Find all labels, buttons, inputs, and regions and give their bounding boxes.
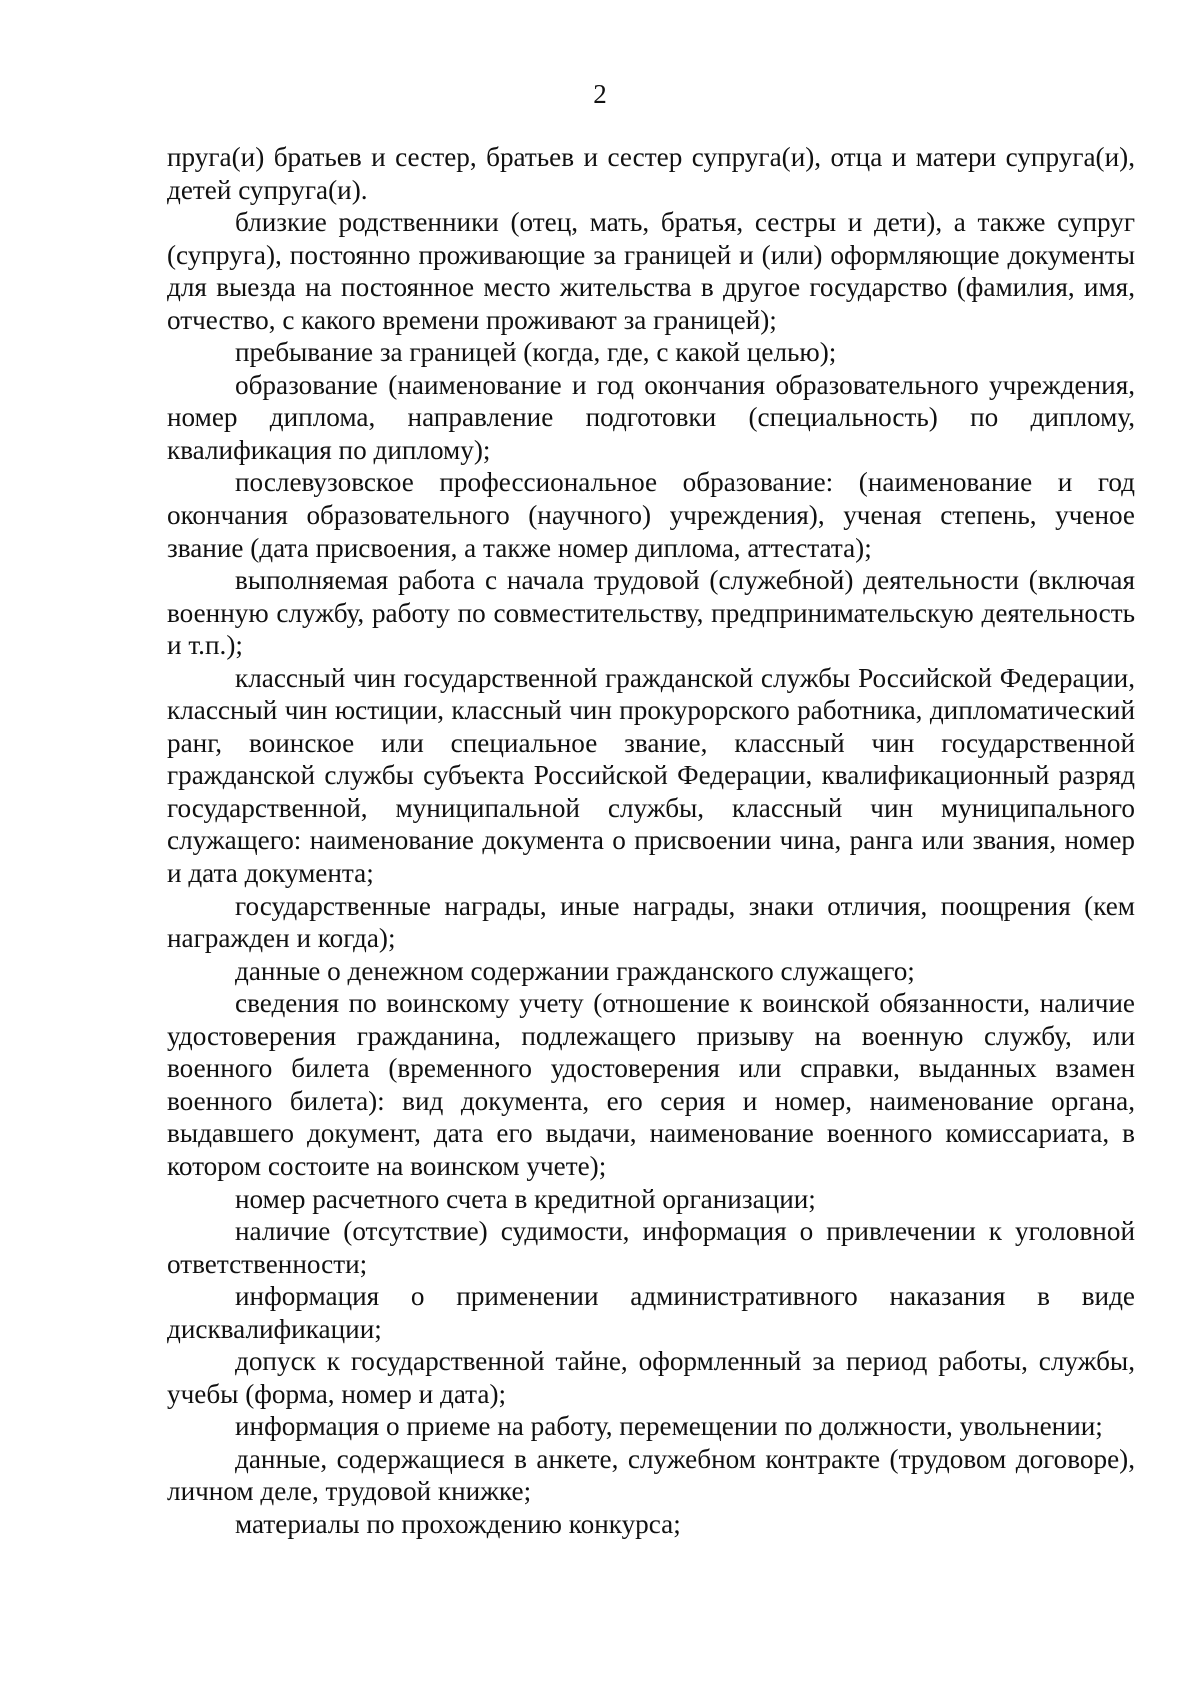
- paragraph-class-rank: классный чин государственной гражданской службы Российской Федерации, классный чин юстиции, классный чин прокурорского работника, дипломатический ранг, воинское или специальное звание, классный чин государственной гражданской службы субъекта Российской Федерации, квалификационный разряд государственной, муниципальной службы, классный чин муниципального служащего: наименование документа о присвоении чина, ранга или звания, номер и дата документа;: [167, 662, 1135, 889]
- paragraph-employment-info: информация о приеме на работу, перемещении по должности, увольнении;: [235, 1411, 1103, 1442]
- paragraph-relatives-continued: пруга(и) братьев и сестер, братьев и сестер супруга(и), отца и матери супруга(и), детей супруга(и).: [167, 142, 1135, 205]
- paragraph-personnel-data: данные, содержащиеся в анкете, служебном контракте (трудовом договоре), личном деле, трудовой книжке;: [167, 1443, 1135, 1507]
- paragraph-work-history: выполняемая работа с начала трудовой (служебной) деятельности (включая военную службу, работу по совместительству, предпринимательскую деятельность и т.п.);: [167, 565, 1135, 661]
- paragraph-competition-materials: материалы по прохождению конкурса;: [235, 1508, 681, 1539]
- document-body: [167, 141, 1135, 1541]
- paragraph-criminal-record: наличие (отсутствие) судимости, информация о привлечении к уголовной ответственности;: [167, 1216, 1135, 1279]
- paragraph-military-registration: сведения по воинскому учету (отношение к воинской обязанности, наличие удостоверения гражданина, подлежащего призыву на военную службу, или военного билета (временного удостоверения или справки, выданных взамен военного билета): вид документа, его серия и номер, наименование органа, выдавшего документ, дата его выдачи, наименование военного комиссариата, в котором состоите на воинском учете);: [167, 988, 1135, 1181]
- paragraph-stay-abroad: пребывание за границей (когда, где, с какой целью);: [235, 337, 837, 368]
- paragraph-relatives-abroad: близкие родственники (отец, мать, братья, сестры и дети), а также супруг (супруга), постоянно проживающие за границей и (или) оформляющие документы для выезда на постоянное место жительства в другое государство (фамилия, имя, отчество, с какого времени проживают за границей);: [167, 207, 1135, 335]
- paragraph-state-secret-clearance: допуск к государственной тайне, оформленный за период работы, службы, учебы (форма, номер и дата);: [167, 1346, 1135, 1409]
- paragraph-salary: данные о денежном содержании гражданского служащего;: [235, 955, 915, 986]
- paragraph-education: образование (наименование и год окончания образовательного учреждения, номер диплома, направление подготовки (специальность) по диплому, квалификация по диплому);: [167, 369, 1135, 465]
- paragraph-awards: государственные награды, иные награды, знаки отличия, поощрения (кем награжден и когда);: [167, 890, 1135, 954]
- page-number: 2: [593, 79, 607, 109]
- paragraph-postgraduate-education: послевузовское профессиональное образование: (наименование и год окончания образовательного (научного) учреждения), ученая степень, ученое звание (дата присвоения, а также номер диплома, аттестата);: [167, 467, 1135, 563]
- paragraph-disqualification: информация о применении административного наказания в виде дисквалификации;: [167, 1281, 1135, 1344]
- paragraph-bank-account: номер расчетного счета в кредитной организации;: [235, 1183, 816, 1214]
